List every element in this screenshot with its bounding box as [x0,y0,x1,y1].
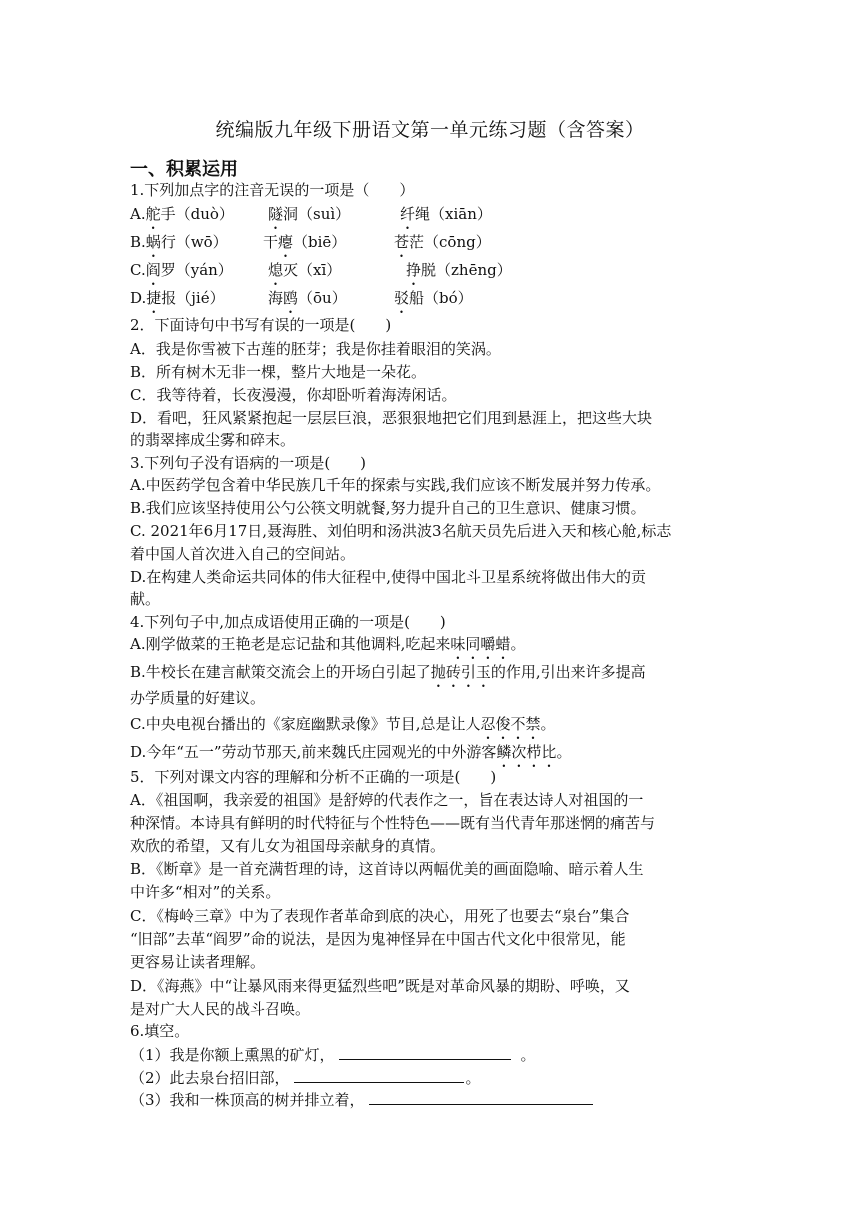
q1-option-d: D.捷报（jié） 海鸥（ōu） 驳船（bó） [130,289,473,307]
dotted-char: 比 [541,743,557,761]
q2-option-b: B．所有树木无非一棵，整片大地是一朵花。 [130,363,427,381]
q5-option-d-cont: 是对广大人民的战斗召唤。 [130,1000,311,1018]
dotted-char: 嚼 [480,635,496,653]
dotted-char: 蜡 [495,635,511,653]
dotted-char: 鸥 [283,289,299,307]
q4-option-c: C.中央电视台播出的《家庭幽默录像》节目,总是让人忍俊不禁。 [130,715,556,733]
q6-stem: 6.填空。 [130,1022,190,1040]
dotted-char: 蜗 [145,233,161,251]
q3-option-c: C. 2021年6月17日,聂海胜、刘伯明和汤洪波3名航天员先后进入天和核心舱,标志 [130,522,672,540]
dotted-char: 舵 [145,205,161,223]
dotted-char: 抛 [430,663,446,681]
dotted-char: 玉 [475,663,491,681]
q3-option-b: B.我们应该坚持使用公勺公筷文明就餐,努力提升自己的卫生意识、健康习惯。 [130,499,646,517]
q2-option-c: C．我等待着，长夜漫漫，你却卧听着海涛闲话。 [130,386,457,404]
q5-option-a-cont1: 种深情。本诗具有鲜明的时代特征与个性特色——既有当代青年那迷惘的痛苦与 [130,814,656,832]
q4-option-a: A.刚学做菜的王艳老是忘记盐和其他调料,吃起来味同嚼蜡。 [130,635,526,653]
q1-option-a: A.舵手（duò） 隧洞（suì） 纤绳（xiān） [130,205,492,223]
dotted-char: 隧 [268,205,284,223]
q5-option-b: B．《断章》是一首充满哲理的诗，这首诗以两幅优美的画面隐喻、暗示着人生 [130,860,644,878]
dotted-char: 忍 [480,715,496,733]
q3-option-a: A.中医药学包含着中华民族几千年的探索与实践,我们应该不断发展并努力传承。 [130,476,661,494]
q1-stem: 1.下列加点字的注音无误的一项是（ ） [130,181,415,199]
answer-blank[interactable] [369,1089,593,1105]
dotted-char: 纤 [400,205,416,223]
answer-blank[interactable] [294,1067,464,1083]
dotted-char: 不 [510,715,526,733]
dotted-char: 砖 [445,663,461,681]
q5-option-a-cont2: 欢欣的希望，又有儿女为祖国母亲献身的真情。 [130,837,446,855]
q1-option-c: C.阎罗（yán） 熄灭（xī） 挣脱（zhēng） [130,261,512,279]
dotted-char: 驳 [394,289,410,307]
q5-option-c-cont2: 更容易让读者理解。 [130,953,266,971]
q2-option-a: A．我是你雪被下古莲的胚芽；我是你挂着眼泪的笑涡。 [130,340,501,358]
q1-option-b: B.蜗行（wō） 干瘪（biē） 苍茫（cōng） [130,233,491,251]
q5-option-c: C．《梅岭三章》中为了表现作者革命到底的决心，用死了也要去“泉台”集合 [130,907,630,925]
q5-option-d: D．《海燕》中“让暴风雨来得更猛烈些吧”既是对革命风暴的期盼、呼唤，又 [130,977,630,995]
q5-option-c-cont1: “旧部”去革“阎罗”命的说法，是因为鬼神怪异在中国古代文化中很常见，能 [130,930,626,948]
q5-option-b-cont: 中许多“相对”的关系。 [130,883,281,901]
dotted-idiom [450,635,510,653]
dotted-char: 禁 [525,715,541,733]
dotted-char: 捷 [146,289,162,307]
dotted-char: 熄 [268,261,284,279]
dotted-char: 次 [511,743,527,761]
dotted-char: 阎 [145,261,161,279]
dotted-idiom [480,715,540,733]
dotted-char: 鳞 [496,743,512,761]
dotted-char: 挣 [406,261,422,279]
q4-option-b-cont: 办学质量的好建议。 [130,689,266,707]
q2-option-d-cont: 的翡翠摔成尘雾和碎末。 [130,431,296,449]
q4-stem: 4.下列句子中,加点成语使用正确的一项是( ) [130,613,446,631]
q2-stem: 2．下面诗句中书写有误的一项是( ) [130,316,392,334]
dotted-char: 瘪 [278,233,294,251]
dotted-char: 苍 [394,233,410,251]
dotted-char: 俊 [495,715,511,733]
q3-option-d-cont: 献。 [130,590,161,608]
q4-option-d: D.今年“五一”劳动节那天,前来魏氏庄园观光的中外游客鳞次栉比。 [130,743,572,761]
q5-stem: 5．下列对课文内容的理解和分析不正确的一项是( ) [130,768,497,786]
q4-option-b: B.牛校长在建言献策交流会上的开场白引起了抛砖引玉的作用,引出来许多提高 [130,663,646,681]
document-title: 统编版九年级下册语文第一单元练习题（含答案） [215,119,645,141]
q2-option-d: D．看吧，狂风紧紧抱起一层层巨浪，恶狠狠地把它们甩到悬涯上，把这些大块 [130,409,653,427]
dotted-char: 同 [465,635,481,653]
dotted-char: 栉 [526,743,542,761]
q3-option-d: D.在构建人类命运共同体的伟大征程中,使得中国北斗卫星系统将做出伟大的贡 [130,568,647,586]
dotted-char: 味 [450,635,466,653]
dotted-idiom [431,663,491,681]
dotted-char: 引 [460,663,476,681]
dotted-idiom [496,743,556,761]
q5-option-a: A．《祖国啊，我亲爱的祖国》是舒婷的代表作之一，旨在表达诗人对祖国的一 [130,791,644,809]
q6-item-1: （1）我是你额上熏黑的矿灯， 。 [130,1046,536,1064]
q3-stem: 3.下列句子没有语病的一项是( ) [130,454,367,472]
section-heading: 一、积累运用 [130,159,238,180]
q6-item-2: （2）此去泉台招旧部， 。 [130,1069,481,1087]
q3-option-c-cont: 着中国人首次进入自己的空间站。 [130,545,356,563]
answer-blank[interactable] [339,1044,511,1060]
q6-item-3: （3）我和一株顶高的树并排立着， [130,1089,593,1110]
